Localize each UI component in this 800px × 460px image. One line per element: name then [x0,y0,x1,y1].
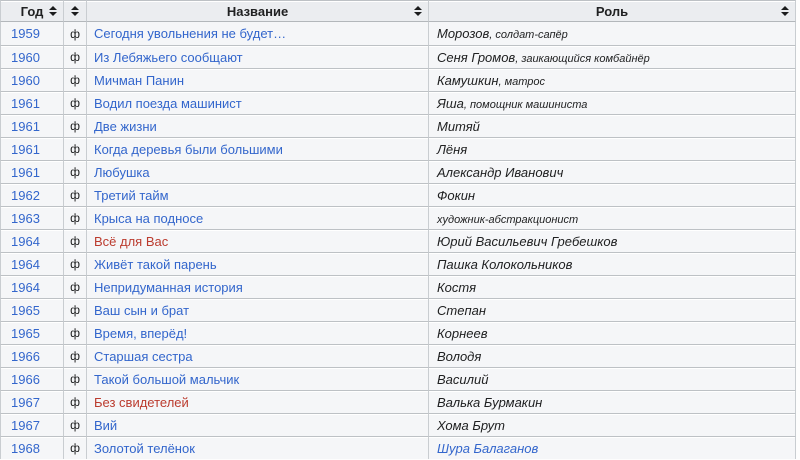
year-link[interactable]: 1960 [11,49,40,65]
year-link[interactable]: 1968 [11,440,40,456]
column-header-year[interactable] [0,0,64,22]
film-mark: ф [64,344,87,367]
film-mark: ф [64,68,87,91]
column-header-type[interactable] [64,0,87,22]
title-link[interactable]: Без свидетелей [94,394,189,410]
table-row [0,183,796,206]
year-link[interactable]: 1966 [11,348,40,364]
year-link[interactable]: 1964 [11,279,40,295]
title-link[interactable]: Крыса на подносе [94,210,204,226]
role-name: Володя [437,348,482,364]
table-row [0,390,796,413]
table-row [0,114,796,137]
title-link[interactable]: Любушка [94,164,150,180]
title-link[interactable]: Живёт такой парень [94,256,217,272]
sort-icon[interactable] [71,6,79,16]
table-row [0,321,796,344]
role-name: Валька Бурмакин [437,394,543,410]
film-mark: ф [64,413,87,436]
title-link[interactable]: Мичман Панин [94,72,185,88]
film-mark: ф [64,114,87,137]
film-mark: ф [64,390,87,413]
role-name: Степан [437,302,486,318]
year-link[interactable]: 1964 [11,233,40,249]
film-mark: ф [64,252,87,275]
year-link[interactable]: 1967 [11,417,40,433]
role-name: Яша [437,95,464,111]
film-mark: ф [64,275,87,298]
film-mark: ф [64,137,87,160]
table-row [0,91,796,114]
table-row [0,22,796,45]
film-mark: ф [64,367,87,390]
role-desc: , солдат-сапёр [489,29,568,41]
role-name: Камушкин [437,72,499,88]
table-row [0,160,796,183]
title-link[interactable]: Всё для Вас [94,233,169,249]
table-row [0,137,796,160]
sort-icon[interactable] [49,6,57,16]
title-link[interactable]: Две жизни [94,118,157,134]
role-name: Хома Брут [437,417,505,433]
role-desc: , помощник машиниста [463,98,588,111]
role-name: Шура Балаганов [437,440,539,456]
role-name: Костя [437,279,477,295]
year-link[interactable]: 1960 [11,72,40,88]
table-row [0,436,796,459]
film-mark: ф [64,206,87,229]
role-desc: , заикающийся комбайнёр [515,52,650,65]
film-mark: ф [64,183,87,206]
role-name: Василий [437,371,489,387]
column-header-year-label: Год [20,3,44,19]
role-name: Фокин [437,187,476,203]
year-link[interactable]: 1961 [11,164,40,180]
film-mark: ф [64,321,87,344]
year-link[interactable]: 1962 [11,187,40,203]
column-header-title-label: Название [226,3,289,19]
column-header-role[interactable] [429,0,796,22]
title-link[interactable]: Третий тайм [94,187,169,203]
column-header-title[interactable] [87,0,429,22]
sort-icon[interactable] [414,6,422,16]
role-name: Морозов [437,26,490,41]
year-link[interactable]: 1959 [11,26,40,41]
table-row [0,252,796,275]
role-name: Лёня [437,141,468,157]
year-link[interactable]: 1963 [11,210,40,226]
year-link[interactable]: 1965 [11,325,40,341]
title-link[interactable]: Время, вперёд! [94,325,188,341]
film-mark: ф [64,436,87,459]
film-mark: ф [64,229,87,252]
role-desc: , матрос [498,75,546,88]
table-row [0,275,796,298]
role-name: Митяй [437,118,480,134]
year-link[interactable]: 1961 [11,95,40,111]
role-desc: художник-абстракционист [437,213,579,226]
table-body [0,22,796,459]
table-row [0,298,796,321]
year-link[interactable]: 1966 [11,371,40,387]
table-row [0,206,796,229]
table-header [0,0,796,22]
role-name: Пашка Колокольников [437,256,573,272]
film-mark: ф [64,160,87,183]
role-name: Александр Иванович [437,164,564,180]
title-link[interactable]: Водил поезда машинист [94,95,242,111]
role-name: Сеня Громов [437,49,516,65]
film-mark: ф [64,91,87,114]
table-row [0,229,796,252]
title-link[interactable]: Непридуманная история [94,279,243,295]
year-link[interactable]: 1965 [11,302,40,318]
title-link[interactable]: Из Лебяжьего сообщают [94,49,243,65]
table-row [0,413,796,436]
title-link[interactable]: Старшая сестра [94,348,193,364]
title-link[interactable]: Такой большой мальчик [94,371,240,387]
table-row [0,367,796,390]
year-link[interactable]: 1961 [11,141,40,157]
role-name: Корнеев [437,325,488,341]
sort-icon[interactable] [781,6,789,16]
column-header-role-label: Роль [595,3,629,19]
table-row [0,45,796,68]
table-row [0,344,796,367]
year-link[interactable]: 1967 [11,394,40,410]
title-link[interactable]: Когда деревья были большими [94,141,283,157]
year-link[interactable]: 1964 [11,256,40,272]
film-mark: ф [64,45,87,68]
table-row [0,68,796,91]
title-link[interactable]: Сегодня увольнения не будет… [94,26,287,41]
title-link[interactable]: Вий [94,417,118,433]
title-link[interactable]: Золотой телёнок [94,440,195,456]
role-name: Юрий Васильевич Гребешков [437,233,618,249]
film-mark: ф [64,22,87,45]
title-link[interactable]: Ваш сын и брат [94,302,190,318]
year-link[interactable]: 1961 [11,118,40,134]
film-mark: ф [64,298,87,321]
